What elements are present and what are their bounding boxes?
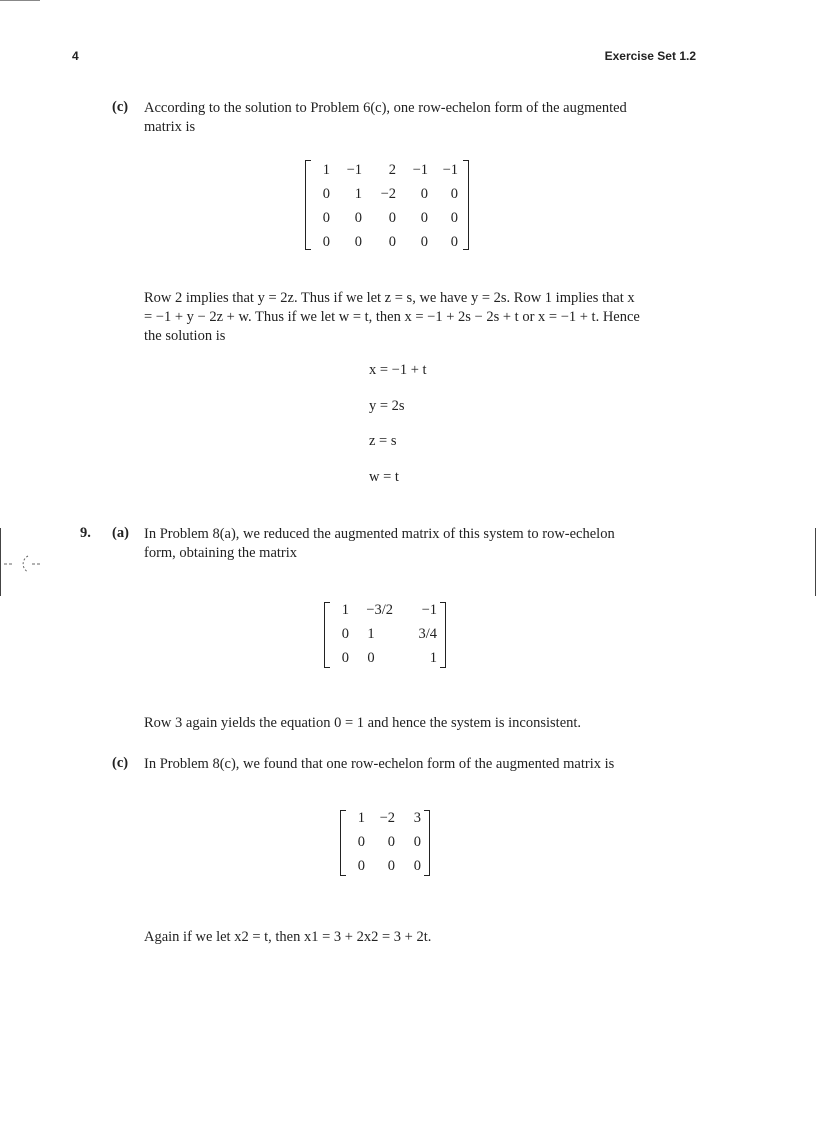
matrix-cell: 1	[367, 625, 375, 642]
matrix-cell: −1	[421, 601, 437, 618]
part-8c-intro	[144, 99, 704, 137]
matrix-cell: 0	[388, 233, 396, 250]
matrix-cell: 0	[357, 857, 365, 874]
matrix-row	[314, 158, 458, 182]
matrix-cell: 0	[341, 649, 349, 666]
matrix-cell: 0	[367, 649, 375, 666]
part-9a-intro-line1: In Problem 8(a), we reduced the augmented matrix of this system to row-echelon	[144, 526, 615, 542]
matrix-row	[333, 598, 437, 622]
part-9a-intro-line2: form, obtaining the matrix	[144, 545, 298, 561]
part-9c-label: (c)	[112, 755, 129, 771]
matrix-cell: 0	[420, 185, 428, 202]
part-8c-explanation	[144, 289, 704, 346]
running-title: Exercise Set 1.2	[604, 49, 696, 63]
matrix-right-bracket	[424, 810, 430, 876]
explanation-line3: the solution is	[144, 328, 226, 344]
part-9a-label: (a)	[112, 525, 129, 541]
part-8c-intro-line1: According to the solution to Problem 6(c), one row-echelon form of the augmented	[144, 100, 627, 116]
matrix-cell: 0	[413, 857, 421, 874]
matrix-cell: 0	[357, 833, 365, 850]
matrix-cell: 0	[354, 233, 362, 250]
solution-z: z = s	[369, 433, 397, 449]
matrix-row	[314, 182, 458, 206]
matrix-cell: −2	[380, 185, 396, 202]
part-9a-conclusion: Row 3 again yields the equation 0 = 1 and hence the system is inconsistent.	[144, 715, 582, 731]
matrix-cell: 0	[322, 233, 330, 250]
left-margin-rule	[0, 528, 1, 596]
matrix-cell: 1	[341, 601, 349, 618]
matrix-cell: 0	[354, 209, 362, 226]
matrix-left-bracket	[324, 602, 330, 668]
matrix-cell: −2	[379, 809, 395, 826]
matrix-cell: 0	[322, 209, 330, 226]
matrix-9a	[324, 602, 446, 668]
part-8c-intro-line2: matrix is	[144, 119, 196, 135]
solution-y: y = 2s	[369, 398, 405, 414]
part-8c-label: (c)	[112, 99, 129, 115]
matrix-cell: 0	[413, 833, 421, 850]
matrix-row	[333, 622, 437, 646]
registration-mark-icon	[4, 554, 44, 579]
matrix-cell: −1	[346, 161, 362, 178]
part-9c-intro: In Problem 8(c), we found that one row-echelon form of the augmented matrix is	[144, 756, 615, 772]
matrix-8c	[305, 160, 469, 250]
matrix-cell: 3	[413, 809, 421, 826]
matrix-9c	[340, 810, 430, 876]
explanation-line2: = −1 + y − 2z + w. Thus if we let w = t, then x = −1 + 2s − 2s + t or x = −1 + t. Hence	[144, 309, 640, 325]
matrix-row	[314, 230, 458, 254]
matrix-cell: 0	[341, 625, 349, 642]
solution-x: x = −1 + t	[369, 362, 427, 378]
solution-w: w = t	[369, 469, 399, 485]
matrix-cell: 0	[450, 185, 458, 202]
crop-mark-top	[0, 0, 40, 1]
matrix-right-bracket	[463, 160, 469, 250]
matrix-row	[349, 854, 421, 878]
matrix-cell: 3/4	[418, 625, 437, 642]
matrix-left-bracket	[340, 810, 346, 876]
part-9c-conclusion: Again if we let x2 = t, then x1 = 3 + 2x2 = 3 + 2t.	[144, 929, 432, 945]
matrix-cell: 0	[420, 233, 428, 250]
matrix-row	[349, 830, 421, 854]
matrix-right-bracket	[440, 602, 446, 668]
matrix-cell: 1	[357, 809, 365, 826]
matrix-cell: 0	[387, 833, 395, 850]
matrix-cell: −3/2	[366, 601, 393, 618]
matrix-cell: 1	[322, 161, 330, 178]
matrix-cell: 1	[429, 649, 437, 666]
matrix-cell: −1	[412, 161, 428, 178]
problem-9-number: 9.	[80, 525, 91, 541]
matrix-row	[349, 806, 421, 830]
matrix-cell: 0	[322, 185, 330, 202]
matrix-cell: 1	[354, 185, 362, 202]
matrix-cell: 0	[450, 209, 458, 226]
matrix-row	[333, 646, 437, 670]
matrix-cell: 2	[388, 161, 396, 178]
matrix-cell: 0	[450, 233, 458, 250]
matrix-cell: −1	[442, 161, 458, 178]
matrix-cell: 0	[388, 209, 396, 226]
matrix-cell: 0	[387, 857, 395, 874]
explanation-line1: Row 2 implies that y = 2z. Thus if we let z = s, we have y = 2s. Row 1 implies that x	[144, 290, 635, 306]
matrix-cell: 0	[420, 209, 428, 226]
page-number: 4	[72, 49, 79, 63]
matrix-row	[314, 206, 458, 230]
part-9a-intro	[144, 525, 704, 563]
matrix-left-bracket	[305, 160, 311, 250]
